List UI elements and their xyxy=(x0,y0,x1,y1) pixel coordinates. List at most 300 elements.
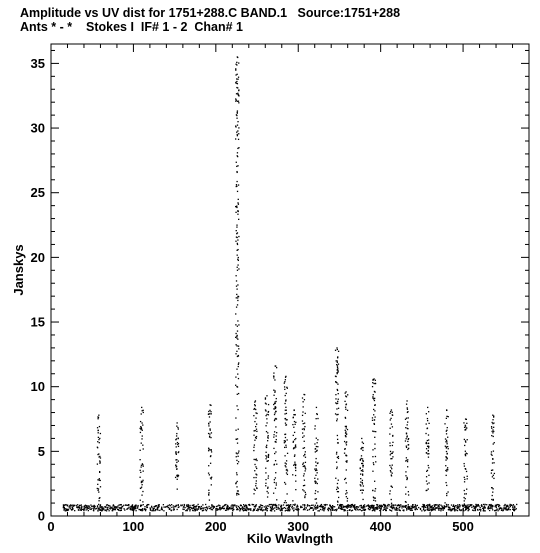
data-point xyxy=(266,414,267,415)
y-tick-label: 20 xyxy=(30,249,45,265)
data-point xyxy=(374,391,375,392)
axis-ticks xyxy=(31,44,529,534)
data-point xyxy=(236,62,237,63)
data-point xyxy=(351,504,352,505)
data-point xyxy=(424,506,425,507)
data-point xyxy=(447,446,448,447)
data-point xyxy=(392,487,393,488)
data-point xyxy=(295,444,296,445)
data-point xyxy=(392,456,393,457)
data-point xyxy=(360,505,361,506)
data-point xyxy=(305,494,306,495)
data-point xyxy=(235,206,236,207)
data-point xyxy=(491,428,492,429)
data-point xyxy=(150,509,151,510)
data-point xyxy=(421,510,422,511)
data-point xyxy=(152,509,153,510)
data-point xyxy=(294,456,295,457)
data-point xyxy=(255,474,256,475)
data-point xyxy=(285,418,286,419)
data-point xyxy=(237,438,238,439)
data-point xyxy=(335,413,336,414)
data-point xyxy=(338,497,339,498)
data-point xyxy=(407,441,408,442)
data-point xyxy=(237,243,238,244)
data-point xyxy=(265,415,266,416)
data-point xyxy=(302,429,303,430)
data-point xyxy=(315,448,316,449)
data-point xyxy=(178,446,179,447)
data-point xyxy=(448,506,449,507)
data-point xyxy=(375,500,376,501)
data-point xyxy=(294,409,295,410)
data-point xyxy=(100,457,101,458)
data-point xyxy=(337,487,338,488)
data-point xyxy=(302,489,303,490)
data-point xyxy=(293,510,294,511)
data-point xyxy=(238,362,239,363)
data-point xyxy=(276,398,277,399)
data-point xyxy=(347,394,348,395)
data-point xyxy=(178,428,179,429)
data-point xyxy=(177,427,178,428)
data-point xyxy=(237,249,238,250)
data-point xyxy=(390,506,391,507)
data-point xyxy=(182,504,183,505)
data-point xyxy=(236,224,237,225)
data-point xyxy=(256,429,257,430)
data-point xyxy=(464,445,465,446)
data-point xyxy=(491,472,492,473)
data-point xyxy=(366,505,367,506)
data-point xyxy=(446,433,447,434)
data-point xyxy=(262,505,263,506)
data-point xyxy=(335,478,336,479)
data-point xyxy=(285,441,286,442)
data-point xyxy=(237,330,238,331)
data-point xyxy=(406,447,407,448)
chart-title: Amplitude vs UV dist for 1751+288.C BAND.1 Source:1751+288 xyxy=(20,6,401,20)
data-point xyxy=(142,445,143,446)
data-point xyxy=(345,455,346,456)
data-point xyxy=(236,166,237,167)
data-point xyxy=(492,492,493,493)
data-point xyxy=(348,506,349,507)
data-point xyxy=(266,422,267,423)
data-point xyxy=(295,422,296,423)
data-point xyxy=(374,416,375,417)
data-point xyxy=(371,506,372,507)
data-point xyxy=(235,337,236,338)
data-point xyxy=(483,504,484,505)
data-point xyxy=(340,508,341,509)
data-point xyxy=(141,465,142,466)
data-point xyxy=(375,456,376,457)
data-point xyxy=(337,439,338,440)
data-point xyxy=(263,509,264,510)
data-point xyxy=(284,381,285,382)
data-point xyxy=(208,492,209,493)
data-point xyxy=(408,417,409,418)
data-point xyxy=(256,487,257,488)
data-point xyxy=(290,504,291,505)
data-point xyxy=(374,490,375,491)
data-point xyxy=(411,506,412,507)
data-point xyxy=(125,505,126,506)
data-point xyxy=(489,510,490,511)
data-point xyxy=(294,424,295,425)
data-point xyxy=(492,459,493,460)
data-point xyxy=(493,416,494,417)
data-point xyxy=(102,506,103,507)
data-point xyxy=(89,507,90,508)
data-point xyxy=(379,510,380,511)
data-point xyxy=(198,509,199,510)
data-point xyxy=(372,398,373,399)
data-point xyxy=(107,509,108,510)
data-point xyxy=(176,466,177,467)
data-point xyxy=(336,489,337,490)
data-point xyxy=(285,400,286,401)
data-point xyxy=(259,507,260,508)
data-point xyxy=(286,447,287,448)
data-point xyxy=(432,510,433,511)
data-point xyxy=(504,505,505,506)
data-point xyxy=(106,510,107,511)
data-point xyxy=(362,499,363,500)
data-point xyxy=(415,504,416,505)
data-point xyxy=(234,504,235,505)
data-point xyxy=(286,419,287,420)
data-point xyxy=(385,507,386,508)
data-point xyxy=(446,416,447,417)
data-point xyxy=(108,505,109,506)
data-point xyxy=(266,491,267,492)
data-point xyxy=(176,435,177,436)
data-point xyxy=(431,509,432,510)
data-point xyxy=(117,506,118,507)
data-point xyxy=(483,508,484,509)
data-point xyxy=(391,409,392,410)
data-point xyxy=(465,468,466,469)
data-point xyxy=(336,453,337,454)
data-point xyxy=(98,500,99,501)
data-point xyxy=(235,313,236,314)
data-point xyxy=(337,368,338,369)
data-point xyxy=(315,493,316,494)
data-point xyxy=(317,442,318,443)
data-point xyxy=(305,492,306,493)
data-point xyxy=(112,510,113,511)
data-point xyxy=(417,505,418,506)
data-point xyxy=(102,508,103,509)
data-point xyxy=(236,509,237,510)
data-point xyxy=(512,505,513,506)
data-point xyxy=(286,424,287,425)
data-point xyxy=(285,508,286,509)
data-point xyxy=(369,507,370,508)
data-point xyxy=(493,427,494,428)
data-point xyxy=(302,437,303,438)
data-point xyxy=(135,510,136,511)
data-point xyxy=(297,505,298,506)
data-point xyxy=(464,490,465,491)
data-point xyxy=(492,423,493,424)
data-point xyxy=(447,491,448,492)
data-point xyxy=(273,377,274,378)
data-point xyxy=(265,455,266,456)
data-point xyxy=(493,450,494,451)
data-point xyxy=(451,508,452,509)
data-point xyxy=(302,415,303,416)
data-point xyxy=(463,510,464,511)
data-point xyxy=(447,469,448,470)
data-point xyxy=(338,351,339,352)
data-point xyxy=(361,458,362,459)
data-point xyxy=(99,426,100,427)
data-point xyxy=(232,507,233,508)
data-point xyxy=(206,510,207,511)
data-point xyxy=(379,505,380,506)
data-point xyxy=(385,508,386,509)
data-point xyxy=(286,439,287,440)
data-point xyxy=(163,510,164,511)
data-point xyxy=(392,426,393,427)
data-point xyxy=(158,506,159,507)
data-point xyxy=(240,508,241,509)
data-point xyxy=(304,441,305,442)
data-point xyxy=(285,483,286,484)
data-point xyxy=(337,457,338,458)
data-point xyxy=(268,412,269,413)
data-point xyxy=(362,510,363,511)
data-point xyxy=(338,363,339,364)
y-axis-label: Janskys xyxy=(11,244,26,296)
data-point xyxy=(236,226,237,227)
data-point xyxy=(483,509,484,510)
data-point xyxy=(514,507,515,508)
data-point xyxy=(140,472,141,473)
data-point xyxy=(315,470,316,471)
data-point xyxy=(273,372,274,373)
data-point xyxy=(236,181,237,182)
data-point xyxy=(492,429,493,430)
data-point xyxy=(275,426,276,427)
data-point xyxy=(139,477,140,478)
data-point xyxy=(475,510,476,511)
data-point xyxy=(238,461,239,462)
data-point xyxy=(187,510,188,511)
data-point xyxy=(255,483,256,484)
data-point xyxy=(446,495,447,496)
data-point xyxy=(178,507,179,508)
data-point xyxy=(468,507,469,508)
data-point xyxy=(85,505,86,506)
data-point xyxy=(237,124,238,125)
data-point xyxy=(101,507,102,508)
data-point xyxy=(467,504,468,505)
data-point xyxy=(175,443,176,444)
data-point xyxy=(447,453,448,454)
data-point xyxy=(492,476,493,477)
data-point xyxy=(374,431,375,432)
data-point xyxy=(237,79,238,80)
data-point xyxy=(209,421,210,422)
data-point xyxy=(320,505,321,506)
data-point xyxy=(344,449,345,450)
data-point xyxy=(178,451,179,452)
data-point xyxy=(425,433,426,434)
data-point xyxy=(293,414,294,415)
data-point xyxy=(113,505,114,506)
data-point xyxy=(176,462,177,463)
data-point xyxy=(268,438,269,439)
data-point xyxy=(334,510,335,511)
data-point xyxy=(219,505,220,506)
data-point xyxy=(256,510,257,511)
data-point xyxy=(446,418,447,419)
data-point xyxy=(295,509,296,510)
data-point xyxy=(210,411,211,412)
data-point xyxy=(88,510,89,511)
data-point xyxy=(319,510,320,511)
data-point xyxy=(304,506,305,507)
data-point xyxy=(473,505,474,506)
x-axis-label: Kilo Wavlngth xyxy=(246,531,334,546)
data-point xyxy=(492,509,493,510)
data-point xyxy=(227,505,228,506)
data-point xyxy=(141,428,142,429)
data-point xyxy=(202,504,203,505)
data-point xyxy=(208,472,209,473)
data-point xyxy=(176,422,177,423)
data-point xyxy=(465,506,466,507)
data-point xyxy=(253,435,254,436)
data-point xyxy=(117,509,118,510)
data-point xyxy=(412,505,413,506)
data-point xyxy=(267,440,268,441)
data-point xyxy=(375,383,376,384)
data-point xyxy=(266,510,267,511)
data-point xyxy=(285,466,286,467)
data-point xyxy=(235,126,236,127)
data-point xyxy=(315,507,316,508)
data-point xyxy=(427,509,428,510)
data-point xyxy=(335,394,336,395)
data-point xyxy=(178,504,179,505)
data-point xyxy=(322,506,323,507)
data-point xyxy=(448,416,449,417)
data-point xyxy=(266,445,267,446)
data-point xyxy=(276,432,277,433)
data-point xyxy=(503,510,504,511)
data-point xyxy=(201,506,202,507)
data-point xyxy=(284,413,285,414)
data-point xyxy=(210,463,211,464)
data-point xyxy=(266,403,267,404)
data-point xyxy=(473,510,474,511)
data-point xyxy=(266,507,267,508)
data-point xyxy=(235,417,236,418)
data-point xyxy=(445,465,446,466)
data-point xyxy=(98,453,99,454)
data-point xyxy=(407,466,408,467)
data-point xyxy=(266,460,267,461)
data-point xyxy=(317,462,318,463)
data-point xyxy=(267,432,268,433)
data-point xyxy=(238,204,239,205)
data-point xyxy=(357,509,358,510)
data-point xyxy=(418,507,419,508)
data-point xyxy=(352,506,353,507)
data-point xyxy=(223,508,224,509)
data-point xyxy=(442,510,443,511)
data-point xyxy=(132,507,133,508)
data-point xyxy=(238,62,239,63)
data-point xyxy=(346,496,347,497)
data-point xyxy=(225,504,226,505)
data-point xyxy=(268,455,269,456)
data-point xyxy=(362,458,363,459)
data-point xyxy=(362,466,363,467)
data-point xyxy=(383,504,384,505)
data-point xyxy=(401,507,402,508)
data-point xyxy=(188,508,189,509)
data-point xyxy=(436,504,437,505)
data-point xyxy=(464,500,465,501)
data-point xyxy=(177,444,178,445)
data-point xyxy=(238,133,239,134)
data-point xyxy=(446,493,447,494)
data-point xyxy=(446,504,447,505)
data-point xyxy=(236,306,237,307)
data-point xyxy=(63,506,64,507)
data-point xyxy=(256,424,257,425)
data-point xyxy=(363,443,364,444)
data-point xyxy=(427,483,428,484)
data-point xyxy=(440,508,441,509)
data-point xyxy=(67,510,68,511)
data-point xyxy=(163,506,164,507)
data-point xyxy=(151,507,152,508)
data-point xyxy=(467,476,468,477)
data-point xyxy=(303,435,304,436)
data-point xyxy=(356,506,357,507)
data-point xyxy=(405,475,406,476)
data-point xyxy=(336,462,337,463)
data-point xyxy=(238,378,239,379)
data-point xyxy=(139,459,140,460)
data-point xyxy=(73,506,74,507)
data-point xyxy=(276,505,277,506)
data-point xyxy=(406,438,407,439)
data-point xyxy=(363,508,364,509)
data-point xyxy=(445,438,446,439)
data-point xyxy=(360,478,361,479)
data-point xyxy=(237,443,238,444)
data-point xyxy=(362,471,363,472)
data-point xyxy=(255,506,256,507)
data-point xyxy=(189,505,190,506)
data-point xyxy=(243,508,244,509)
data-point xyxy=(361,470,362,471)
data-point xyxy=(208,423,209,424)
data-point xyxy=(305,413,306,414)
data-point xyxy=(462,506,463,507)
data-point xyxy=(454,510,455,511)
data-point xyxy=(238,101,239,102)
data-point xyxy=(274,379,275,380)
